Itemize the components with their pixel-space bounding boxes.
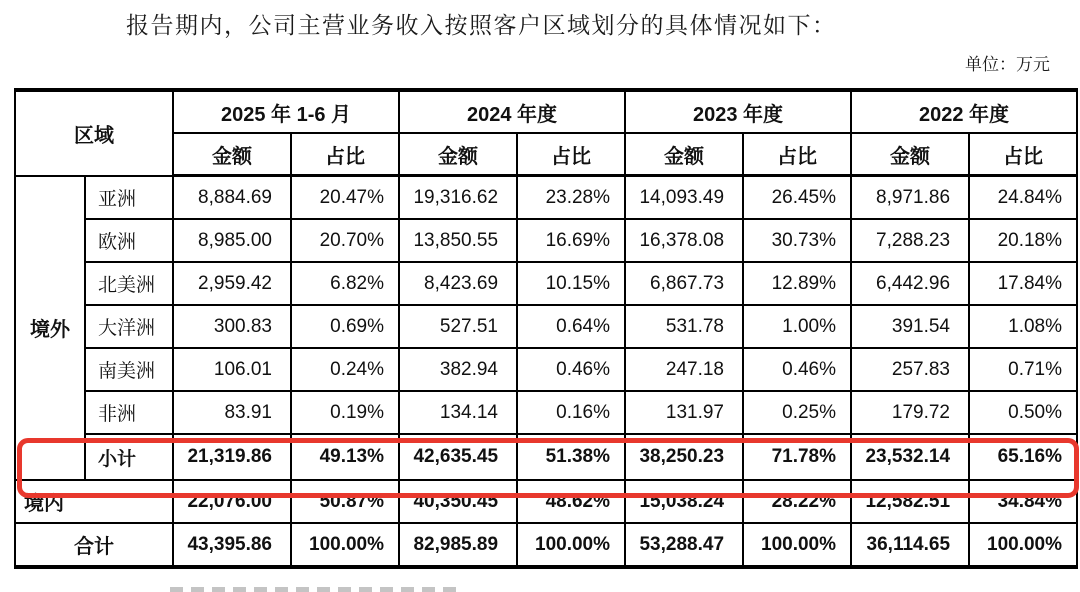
page-title: 报告期内，公司主营业务收入按照客户区域划分的具体情况如下：: [126, 13, 837, 38]
ratio-cell: 12.89%: [743, 262, 851, 305]
amount-cell: 43,395.86: [173, 523, 291, 567]
ratio-cell: 6.82%: [291, 262, 399, 305]
ratio-cell: 0.25%: [743, 391, 851, 434]
amount-cell: 12,582.51: [851, 480, 969, 523]
amount-cell: 13,850.55: [399, 219, 517, 262]
amount-cell: 134.14: [399, 391, 517, 434]
ratio-cell: 34.84%: [969, 480, 1077, 523]
amount-cell: 14,093.49: [625, 176, 743, 220]
amount-cell: 527.51: [399, 305, 517, 348]
amount-cell: 131.97: [625, 391, 743, 434]
ratio-cell: 0.64%: [517, 305, 625, 348]
region-label: 大洋洲: [85, 305, 173, 348]
ratio-cell: 48.62%: [517, 480, 625, 523]
table-row-africa: [15, 391, 1077, 434]
unit-label: 单位：万元: [965, 55, 1050, 74]
amount-cell: 8,971.86: [851, 176, 969, 220]
amount-cell: 40,350.45: [399, 480, 517, 523]
period-header-2025: 2025 年 1-6 月: [173, 90, 399, 133]
region-column-header: 区域: [15, 90, 173, 176]
amount-cell: 7,288.23: [851, 219, 969, 262]
ratio-header: 占比: [291, 133, 399, 176]
subtotal-row: [15, 434, 1077, 480]
amount-cell: 22,076.00: [173, 480, 291, 523]
region-label: 欧洲: [85, 219, 173, 262]
ratio-cell: 30.73%: [743, 219, 851, 262]
ratio-cell: 50.87%: [291, 480, 399, 523]
ratio-cell: 20.70%: [291, 219, 399, 262]
amount-cell: 15,038.24: [625, 480, 743, 523]
amount-cell: 247.18: [625, 348, 743, 391]
amount-cell: 300.83: [173, 305, 291, 348]
ratio-cell: 23.28%: [517, 176, 625, 220]
amount-cell: 19,316.62: [399, 176, 517, 220]
ratio-cell: 17.84%: [969, 262, 1077, 305]
header-row-periods: [15, 90, 1077, 133]
overseas-group-label: 境外: [15, 176, 85, 481]
amount-cell: 42,635.45: [399, 434, 517, 480]
amount-cell: 36,114.65: [851, 523, 969, 567]
total-label: 合计: [15, 523, 173, 567]
ratio-cell: 65.16%: [969, 434, 1077, 480]
amount-cell: 21,319.86: [173, 434, 291, 480]
period-header-2023: 2023 年度: [625, 90, 851, 133]
period-header-2022: 2022 年度: [851, 90, 1077, 133]
amount-cell: 2,959.42: [173, 262, 291, 305]
amount-cell: 83.91: [173, 391, 291, 434]
revenue-by-region-table: [14, 88, 1078, 569]
ratio-cell: 100.00%: [743, 523, 851, 567]
amount-header: 金额: [173, 133, 291, 176]
ratio-cell: 100.00%: [517, 523, 625, 567]
amount-cell: 391.54: [851, 305, 969, 348]
region-label: 北美洲: [85, 262, 173, 305]
header-row-measures: [15, 133, 1077, 176]
amount-cell: 6,867.73: [625, 262, 743, 305]
region-label: 南美洲: [85, 348, 173, 391]
domestic-row: [15, 480, 1077, 523]
data-table: [14, 88, 1078, 569]
ratio-header: 占比: [517, 133, 625, 176]
ratio-cell: 49.13%: [291, 434, 399, 480]
ratio-cell: 26.45%: [743, 176, 851, 220]
ratio-cell: 20.18%: [969, 219, 1077, 262]
table-row-north-america: [15, 262, 1077, 305]
table-row-oceania: [15, 305, 1077, 348]
ratio-cell: 20.47%: [291, 176, 399, 220]
amount-header: 金额: [399, 133, 517, 176]
ratio-header: 占比: [743, 133, 851, 176]
ratio-cell: 71.78%: [743, 434, 851, 480]
total-row: [15, 523, 1077, 567]
region-label: 非洲: [85, 391, 173, 434]
ratio-header: 占比: [969, 133, 1077, 176]
ratio-cell: 0.24%: [291, 348, 399, 391]
ratio-cell: 0.71%: [969, 348, 1077, 391]
domestic-label: 境内: [15, 480, 173, 523]
amount-cell: 53,288.47: [625, 523, 743, 567]
ratio-cell: 0.46%: [517, 348, 625, 391]
ratio-cell: 0.16%: [517, 391, 625, 434]
amount-cell: 382.94: [399, 348, 517, 391]
amount-cell: 8,423.69: [399, 262, 517, 305]
ratio-cell: 16.69%: [517, 219, 625, 262]
amount-header: 金额: [851, 133, 969, 176]
subtotal-label: 小计: [85, 434, 173, 480]
ratio-cell: 0.19%: [291, 391, 399, 434]
table-row-south-america: [15, 348, 1077, 391]
ratio-cell: 100.00%: [969, 523, 1077, 567]
ratio-cell: 1.08%: [969, 305, 1077, 348]
ratio-cell: 0.69%: [291, 305, 399, 348]
ratio-cell: 100.00%: [291, 523, 399, 567]
amount-cell: 531.78: [625, 305, 743, 348]
amount-cell: 8,884.69: [173, 176, 291, 220]
amount-cell: 23,532.14: [851, 434, 969, 480]
ratio-cell: 1.00%: [743, 305, 851, 348]
ratio-cell: 10.15%: [517, 262, 625, 305]
amount-cell: 8,985.00: [173, 219, 291, 262]
ratio-cell: 51.38%: [517, 434, 625, 480]
amount-header: 金额: [625, 133, 743, 176]
period-header-2024: 2024 年度: [399, 90, 625, 133]
ratio-cell: 0.46%: [743, 348, 851, 391]
amount-cell: 38,250.23: [625, 434, 743, 480]
amount-cell: 106.01: [173, 348, 291, 391]
amount-cell: 6,442.96: [851, 262, 969, 305]
table-row-europe: [15, 219, 1077, 262]
table-row-asia: [15, 176, 1077, 220]
ratio-cell: 24.84%: [969, 176, 1077, 220]
region-label: 亚洲: [85, 176, 173, 220]
amount-cell: 257.83: [851, 348, 969, 391]
amount-cell: 179.72: [851, 391, 969, 434]
clipped-text-artifact: [170, 587, 460, 592]
ratio-cell: 28.22%: [743, 480, 851, 523]
amount-cell: 16,378.08: [625, 219, 743, 262]
ratio-cell: 0.50%: [969, 391, 1077, 434]
amount-cell: 82,985.89: [399, 523, 517, 567]
